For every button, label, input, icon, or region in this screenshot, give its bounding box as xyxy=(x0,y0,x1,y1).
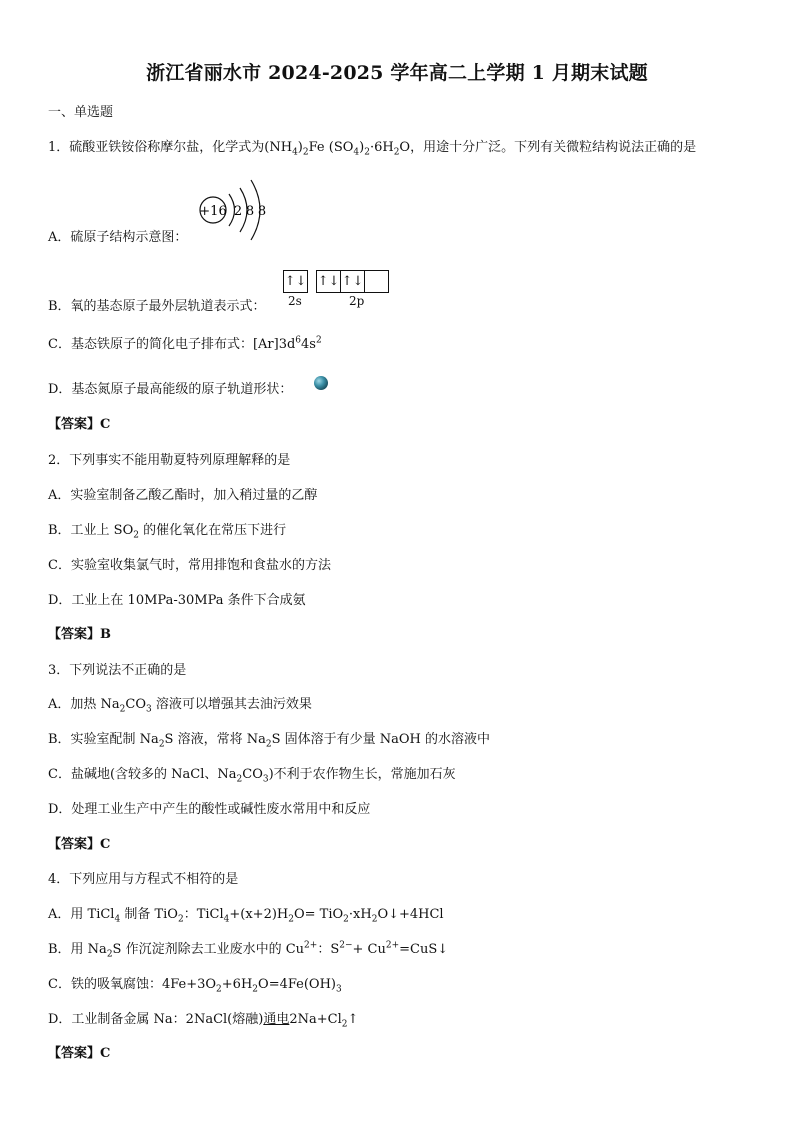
question-2-answer: 【答案】B xyxy=(48,627,111,642)
question-4-option-c: C．铁的吸氧腐蚀：$4Fe+3O_2+6H_2O=4Fe(OH)_3$ xyxy=(48,977,342,995)
question-4-option-b: B．用 $Na_2S$ 作沉淀剂除去工业废水中的 $Cu^{2+}$：$S^{2-}+$ $Cu^{2+}=CuS↓$ xyxy=(48,940,449,960)
orbital-2p-label: 2p xyxy=(349,294,365,308)
shell-electrons-3: 8 xyxy=(257,204,267,219)
question-4-answer: 【答案】C xyxy=(48,1046,111,1061)
question-4-option-d: D．工业制备金属 Na：2NaCl(熔融)通电$2Na+Cl_2↑$ xyxy=(48,1012,359,1030)
question-2-option-d: D．工业上在 10MPa-30MPa 条件下合成氨 xyxy=(48,593,306,608)
question-1-answer: 【答案】C xyxy=(48,417,111,432)
question-4-option-a: A．用 TiCl$_4$ 制备 TiO$_2$：$TiCl_4+(x+2)H_2O=$ $TiO_2\cdot xH_2O↓+4HCl$ xyxy=(48,907,444,925)
page-title: 浙江省丽水市 2024-2025 学年高二上学期 1 月期末试题 xyxy=(146,62,648,84)
section-heading: 一、单选题 xyxy=(48,105,114,120)
orbital-2s-label: 2s xyxy=(288,294,302,308)
oxygen-orbital-diagram xyxy=(283,270,403,310)
question-2-option-a: A．实验室制备乙酸乙酯时，加入稍过量的乙醇 xyxy=(48,488,318,503)
shell-electrons-1: 2 xyxy=(233,204,243,219)
question-3-option-c: C．盐碱地(含较多的 NaCl、$Na_2CO_3$)不利于农作物生长，常施加石灰 xyxy=(48,767,456,785)
question-1-stem: 1．硫酸亚铁铵俗称摩尔盐，化学式为$(NH_4)_2Fe$ $(SO_4)_2\cdot 6H_2O$，用途十分广泛。下列有关微粒结构说法正确的是 xyxy=(48,140,697,158)
s-orbital-sphere-icon xyxy=(313,375,329,391)
question-3-option-d: D．处理工业生产中产生的酸性或碱性废水常用中和反应 xyxy=(48,802,371,817)
question-1-option-c: C．基态铁原子的简化电子排布式：$[Ar]3d^64s^2$ xyxy=(48,335,322,352)
sulfur-atom-diagram xyxy=(196,176,276,242)
question-2-stem: 2．下列事实不能用勒夏特列原理解释的是 xyxy=(48,453,291,468)
question-4-stem: 4．下列应用与方程式不相符的是 xyxy=(48,872,239,887)
orbital-2p-box-3 xyxy=(364,270,389,293)
question-3-stem: 3．下列说法不正确的是 xyxy=(48,663,187,678)
question-3-option-b: B．实验室配制 $Na_2S$ 溶液，常将 $Na_2S$ 固体溶于有少量 NaOH 的水溶液中 xyxy=(48,732,491,750)
question-1-option-b: B．氧的基态原子最外层轨道表示式： xyxy=(48,299,266,314)
orbital-2s-box: ↑↓ xyxy=(283,270,308,293)
nucleus-charge: +16 xyxy=(199,204,227,219)
question-1-option-a: A．硫原子结构示意图： xyxy=(48,230,188,245)
question-1-option-d: D．基态氮原子最高能级的原子轨道形状： xyxy=(48,382,293,397)
question-2-option-c: C．实验室收集氯气时，常用排饱和食盐水的方法 xyxy=(48,558,331,573)
orbital-2p-box-2: ↑↓ xyxy=(340,270,365,293)
orbital-2p-box-1: ↑↓ xyxy=(316,270,341,293)
shell-electrons-2: 8 xyxy=(245,204,255,219)
question-3-answer: 【答案】C xyxy=(48,837,111,852)
question-3-option-a: A．加热 $Na_2CO_3$ 溶液可以增强其去油污效果 xyxy=(48,697,312,715)
question-2-option-b: B．工业上 $SO_2$ 的催化氧化在常压下进行 xyxy=(48,523,287,541)
